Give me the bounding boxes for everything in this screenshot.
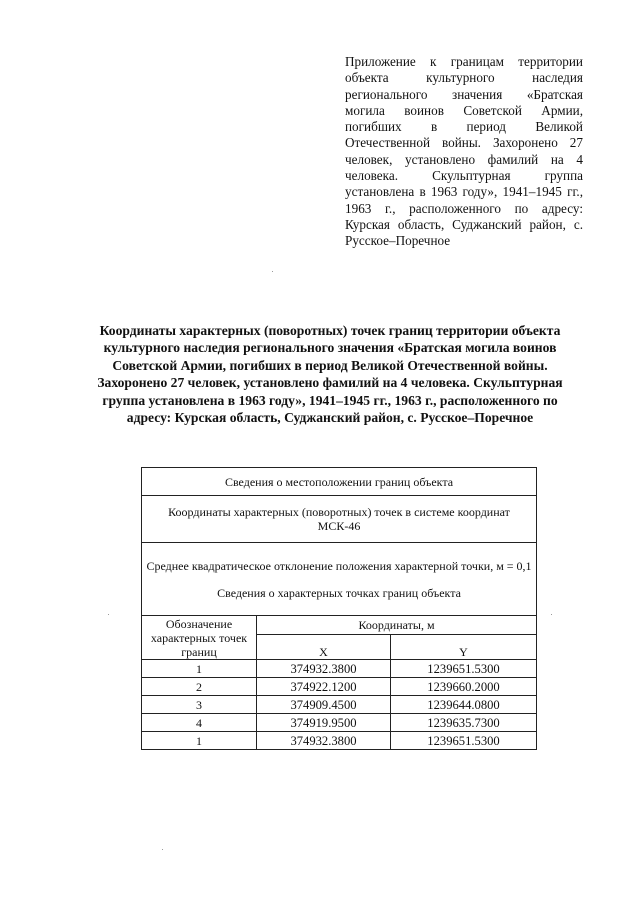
coord-system: Координаты характерных (поворотных) точек в системе координат МСК-46 — [142, 496, 537, 543]
coord-x: 374932.3800 — [257, 732, 391, 750]
table-row — [142, 616, 537, 635]
accuracy-text: Среднее квадратическое отклонение положения характерной точки, м = 0,1 — [146, 558, 532, 573]
scan-speck — [272, 271, 273, 272]
point-id: 2 — [142, 678, 257, 696]
coord-x: 374919.9500 — [257, 714, 391, 732]
appendix-note: Приложение к границам территории объекта культурного наследия регионального значения «Братская могила воинов Советской Армии, погибших в период Великой Отечественной войны. Захоронено 27 человек, установлено фамилий на 4 человека. Скульптурная группа установлена в 1963 году», 1941–1945 гг., 1963 г., расположенного по адресу: Курская область, Суджанский район, с. Русское–Поречное — [345, 54, 583, 249]
coord-y: 1239635.7300 — [391, 714, 537, 732]
table-row — [142, 468, 537, 496]
point-id: 3 — [142, 696, 257, 714]
points-header: Сведения о характерных точках границ объекта — [217, 585, 461, 600]
coord-x: 374932.3800 — [257, 660, 391, 678]
table-row — [142, 543, 537, 616]
point-id: 4 — [142, 714, 257, 732]
table-row — [142, 678, 537, 696]
scan-speck — [108, 614, 109, 615]
table-row — [142, 732, 537, 750]
scan-speck — [551, 614, 552, 615]
table-row — [142, 696, 537, 714]
coord-x: 374909.4500 — [257, 696, 391, 714]
location-header: Сведения о местоположении границ объекта — [142, 468, 537, 496]
table-row — [142, 660, 537, 678]
document-title: Координаты характерных (поворотных) точек границ территории объекта культурного наследия регионального значения «Братская могила воинов Советской Армии, погибших в период Великой Отечественной войны. Захоронено 27 человек, установлено фамилий на 4 человека. Скульптурная группа установлена в 1963 году», 1941–1945 гг., 1963 г., расположенного по адресу: Курская область, Суджанский район, с. Русское–Поречное — [97, 323, 563, 426]
scan-speck — [162, 849, 163, 850]
table-row — [142, 496, 537, 543]
coordinates-table — [141, 467, 537, 750]
coord-y: 1239644.0800 — [391, 696, 537, 714]
point-id: 1 — [142, 660, 257, 678]
coord-x: 374922.1200 — [257, 678, 391, 696]
col-coords-header: Координаты, м — [257, 616, 537, 635]
col-x-header: X — [257, 635, 391, 660]
table-row — [142, 714, 537, 732]
col-point-header: Обозначение характерных точек границ — [142, 616, 257, 660]
coord-y: 1239660.2000 — [391, 678, 537, 696]
point-id: 1 — [142, 732, 257, 750]
accuracy-cell — [142, 543, 537, 616]
coord-y: 1239651.5300 — [391, 732, 537, 750]
col-y-header: Y — [391, 635, 537, 660]
coord-y: 1239651.5300 — [391, 660, 537, 678]
